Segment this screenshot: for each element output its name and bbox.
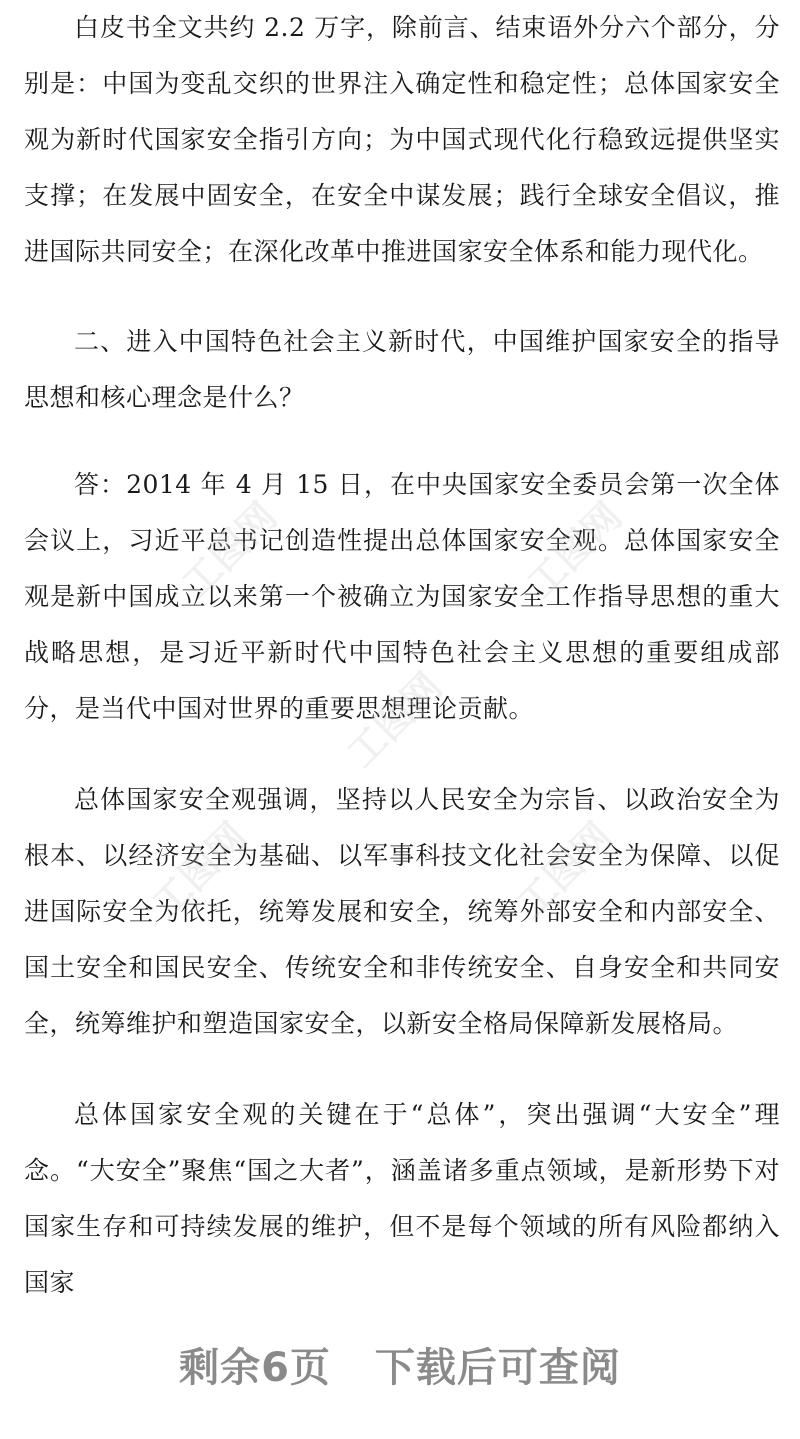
paragraph-whitepaper-summary: 白皮书全文共约 2.2 万字，除前言、结束语外分六个部分，分别是：中国为变乱交织的世界注入确定性和稳定性；总体国家安全观为新时代国家安全指引方向；为中国式现代化行稳致远提供坚实支撑；在发展中固安全，在安全中谋发展；践行全球安全倡议，推进国际共同安全；在深化改革中推进国家安全体系和能力现代化。: [24, 13, 780, 266]
remaining-pages-label: 剩余6页: [179, 1345, 331, 1391]
download-to-view-label: 下载后可查阅: [374, 1345, 621, 1391]
download-banner[interactable]: [0, 1336, 800, 1393]
watermark-logo: 工图网: [508, 814, 621, 926]
watermark-logo: 工图网: [143, 814, 256, 926]
paragraph-big-security: 总体国家安全观的关键在于“总体”，突出强调“大安全”理念。“大安全”聚焦“国之大者”，涵盖诸多重点领域，是新形势下对国家生存和可持续发展的维护，但不是每个领域的所有风险都纳入国家: [24, 1100, 780, 1297]
paragraph-security-principles: 总体国家安全观强调，坚持以人民安全为宗旨、以政治安全为根本、以经济安全为基础、以军事科技文化社会安全为保障、以促进国际安全为依托，统筹发展和安全，统筹外部安全和内部安全、国土安全和国民安全、传统安全和非传统安全、自身安全和共同安全，统筹维护和塑造国家安全，以新安全格局保障新发展格局。: [24, 785, 780, 1038]
watermark-logo: 工图网: [518, 494, 631, 606]
paragraph-answer-intro: 答：2014 年 4 月 15 日，在中央国家安全委员会第一次全体会议上，习近平总书记创造性提出总体国家安全观。总体国家安全观是新中国成立以来第一个被确立为国家安全工作指导思想的重大战略思想，是习近平新时代中国特色社会主义思想的重要组成部分，是当代中国对世界的重要思想理论贡献。: [24, 470, 780, 723]
watermark-logo: 工图网: [338, 664, 451, 776]
paragraph-question-two: 二、进入中国特色社会主义新时代，中国维护国家安全的指导思想和核心理念是什么？: [24, 327, 780, 412]
watermark-logo: 工图网: [173, 494, 286, 606]
